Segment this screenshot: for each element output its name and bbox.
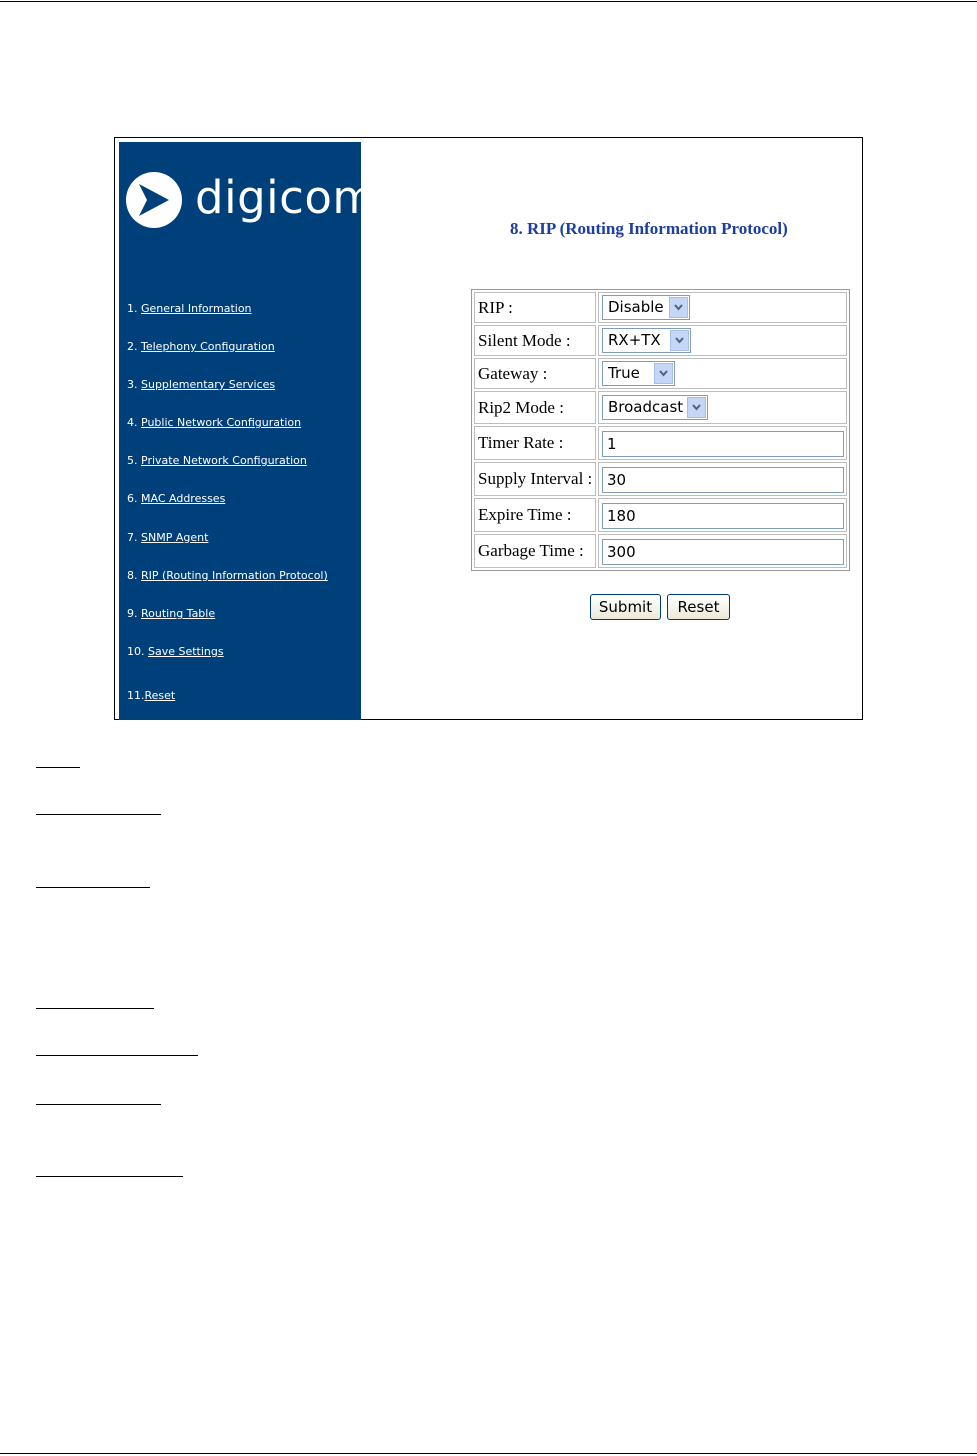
rip-select[interactable]	[602, 295, 690, 320]
nav-item-number: 2.	[127, 340, 141, 353]
nav-item-number: 9.	[127, 607, 141, 620]
form-row-expire-time	[474, 498, 847, 532]
expire-time-input[interactable]: 180	[602, 503, 844, 529]
expire-time-label: Expire Time :	[474, 498, 596, 532]
rip2-mode-cell	[598, 391, 847, 424]
nav-item-snmp-agent[interactable]	[127, 531, 208, 545]
form-row-rip	[474, 292, 847, 323]
form-row-gateway	[474, 358, 847, 389]
silent-mode-select[interactable]	[602, 328, 691, 353]
silent-mode-select-value: RX+TX	[608, 331, 661, 349]
doc-underline	[36, 1008, 154, 1009]
digicom-logo	[125, 170, 377, 230]
nav-item-general-information[interactable]	[127, 302, 252, 316]
doc-underline	[36, 1055, 198, 1056]
nav-item-number: 7.	[127, 531, 141, 544]
supply-interval-cell	[598, 462, 847, 496]
rip-select-value: Disable	[608, 298, 664, 316]
form-row-timer-rate	[474, 426, 847, 460]
rip-settings-form	[471, 289, 850, 571]
expire-time-cell	[598, 498, 847, 532]
nav-item-number: 5.	[127, 454, 141, 467]
nav-item-link[interactable]: General Information	[141, 302, 252, 315]
supply-interval-label: Supply Interval :	[474, 462, 596, 496]
nav-item-number: 8.	[127, 569, 141, 582]
chevron-down-icon[interactable]	[669, 297, 688, 318]
garbage-time-input[interactable]: 300	[602, 539, 844, 565]
nav-item-link[interactable]: Routing Table	[141, 607, 216, 620]
rip-label: RIP :	[474, 292, 596, 323]
gateway-select-value: True	[608, 364, 640, 382]
nav-item-routing-table[interactable]	[127, 607, 215, 621]
nav-item-link[interactable]: Reset	[144, 689, 176, 702]
nav-item-link[interactable]: Public Network Configuration	[141, 416, 302, 429]
doc-underline	[36, 1176, 183, 1177]
nav-item-link[interactable]: Save Settings	[148, 645, 224, 658]
logo-arrow-icon	[125, 170, 185, 230]
nav-item-link[interactable]: Telephony Configuration	[141, 340, 275, 353]
nav-item-link[interactable]: Private Network Configuration	[141, 454, 307, 467]
silent-mode-label: Silent Mode :	[474, 325, 596, 356]
reset-button[interactable]: Reset	[667, 594, 730, 620]
nav-item-number: 1.	[127, 302, 141, 315]
silent-mode-cell	[598, 325, 847, 356]
rip-cell	[598, 292, 847, 323]
nav-item-number: 6.	[127, 492, 141, 505]
page-top-rule	[0, 1, 977, 2]
nav-item-supplementary-services[interactable]	[127, 378, 275, 392]
chevron-down-icon[interactable]	[670, 330, 689, 351]
rip2-mode-select[interactable]	[602, 395, 708, 420]
sidebar	[119, 142, 377, 720]
garbage-time-cell	[598, 534, 847, 568]
rip2-mode-label: Rip2 Mode :	[474, 391, 596, 424]
timer-rate-label: Timer Rate :	[474, 426, 596, 460]
nav-item-reset[interactable]	[127, 689, 175, 703]
timer-rate-cell	[598, 426, 847, 460]
nav-item-number: 11.	[127, 689, 145, 702]
nav-item-private-network-configuration[interactable]	[127, 454, 307, 468]
supply-interval-input[interactable]: 30	[602, 467, 844, 493]
nav-item-number: 3.	[127, 378, 141, 391]
screenshot-frame	[114, 137, 863, 720]
form-row-garbage-time	[474, 534, 847, 568]
nav-item-number: 10.	[127, 645, 148, 658]
nav-item-link[interactable]: RIP (Routing Information Protocol)	[141, 569, 328, 582]
garbage-time-label: Garbage Time :	[474, 534, 596, 568]
page-title: 8. RIP (Routing Information Protocol)	[510, 219, 788, 238]
doc-underline	[36, 767, 80, 768]
gateway-select[interactable]	[602, 361, 675, 386]
gateway-cell	[598, 358, 847, 389]
chevron-down-icon[interactable]	[687, 397, 706, 418]
timer-rate-input[interactable]: 1	[602, 431, 844, 457]
form-row-rip2-mode	[474, 391, 847, 424]
nav-item-link[interactable]: Supplementary Services	[141, 378, 276, 391]
nav-item-mac-addresses[interactable]	[127, 492, 225, 506]
nav-item-link[interactable]: SNMP Agent	[141, 531, 209, 544]
nav-item-number: 4.	[127, 416, 141, 429]
nav-item-rip[interactable]	[127, 569, 328, 583]
page-bottom-rule	[0, 1453, 977, 1454]
form-row-silent-mode	[474, 325, 847, 356]
nav-item-public-network-configuration[interactable]	[127, 416, 301, 430]
nav-item-save-settings[interactable]	[127, 645, 224, 659]
gateway-label: Gateway :	[474, 358, 596, 389]
chevron-down-icon[interactable]	[654, 363, 673, 384]
doc-underline	[36, 1104, 161, 1105]
doc-underline	[36, 887, 150, 888]
nav-item-link[interactable]: MAC Addresses	[141, 492, 226, 505]
logo-text: digicom	[195, 171, 377, 224]
rip2-mode-select-value: Broadcast	[608, 398, 684, 416]
nav-item-telephony-configuration[interactable]	[127, 340, 275, 354]
submit-button[interactable]: Submit	[590, 594, 661, 620]
form-row-supply-interval	[474, 462, 847, 496]
doc-underline	[36, 814, 161, 815]
